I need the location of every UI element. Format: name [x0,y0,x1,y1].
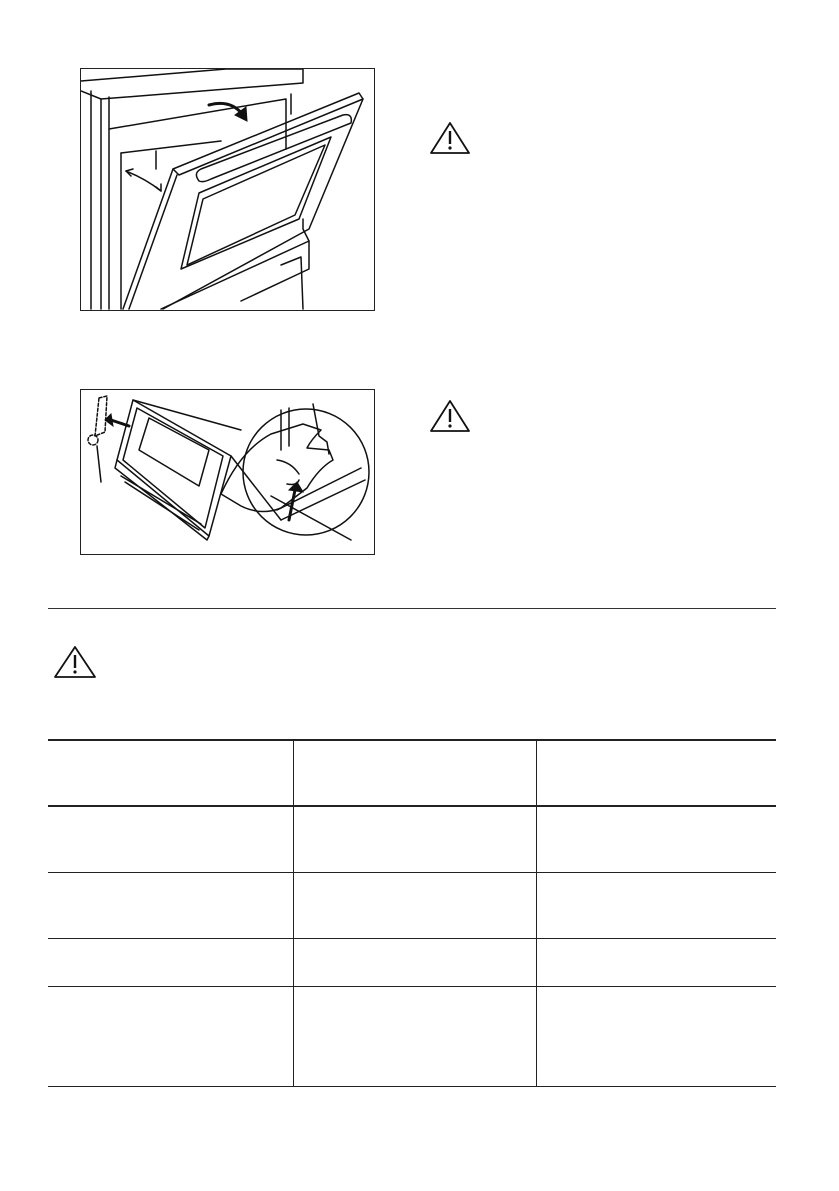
warning-triangle-icon [52,644,98,685]
table-cell [536,872,776,938]
table-cell [48,872,293,938]
troubleshooting-table [48,739,776,1087]
table-cell [536,986,776,1086]
table-header-cell [48,740,293,806]
table-header-row [48,740,776,806]
table-cell [293,806,536,872]
table-row [48,806,776,872]
table-cell [293,938,536,986]
section-divider [48,608,776,609]
warning-triangle-icon [428,398,472,439]
table-row [48,872,776,938]
table-cell [536,938,776,986]
table-cell [48,938,293,986]
table-row [48,938,776,986]
table-header-cell [536,740,776,806]
table-cell [48,986,293,1086]
table-row [48,986,776,1086]
table-cell [293,986,536,1086]
oven-door-drawing [81,69,374,310]
table-cell [48,806,293,872]
warning-triangle-icon [428,120,472,161]
door-glass-panel-removal-illustration [80,389,375,555]
table-cell [536,806,776,872]
glass-panel-drawing [81,390,374,554]
oven-door-closing-illustration [80,68,375,311]
table-header-cell [293,740,536,806]
table-cell [293,872,536,938]
